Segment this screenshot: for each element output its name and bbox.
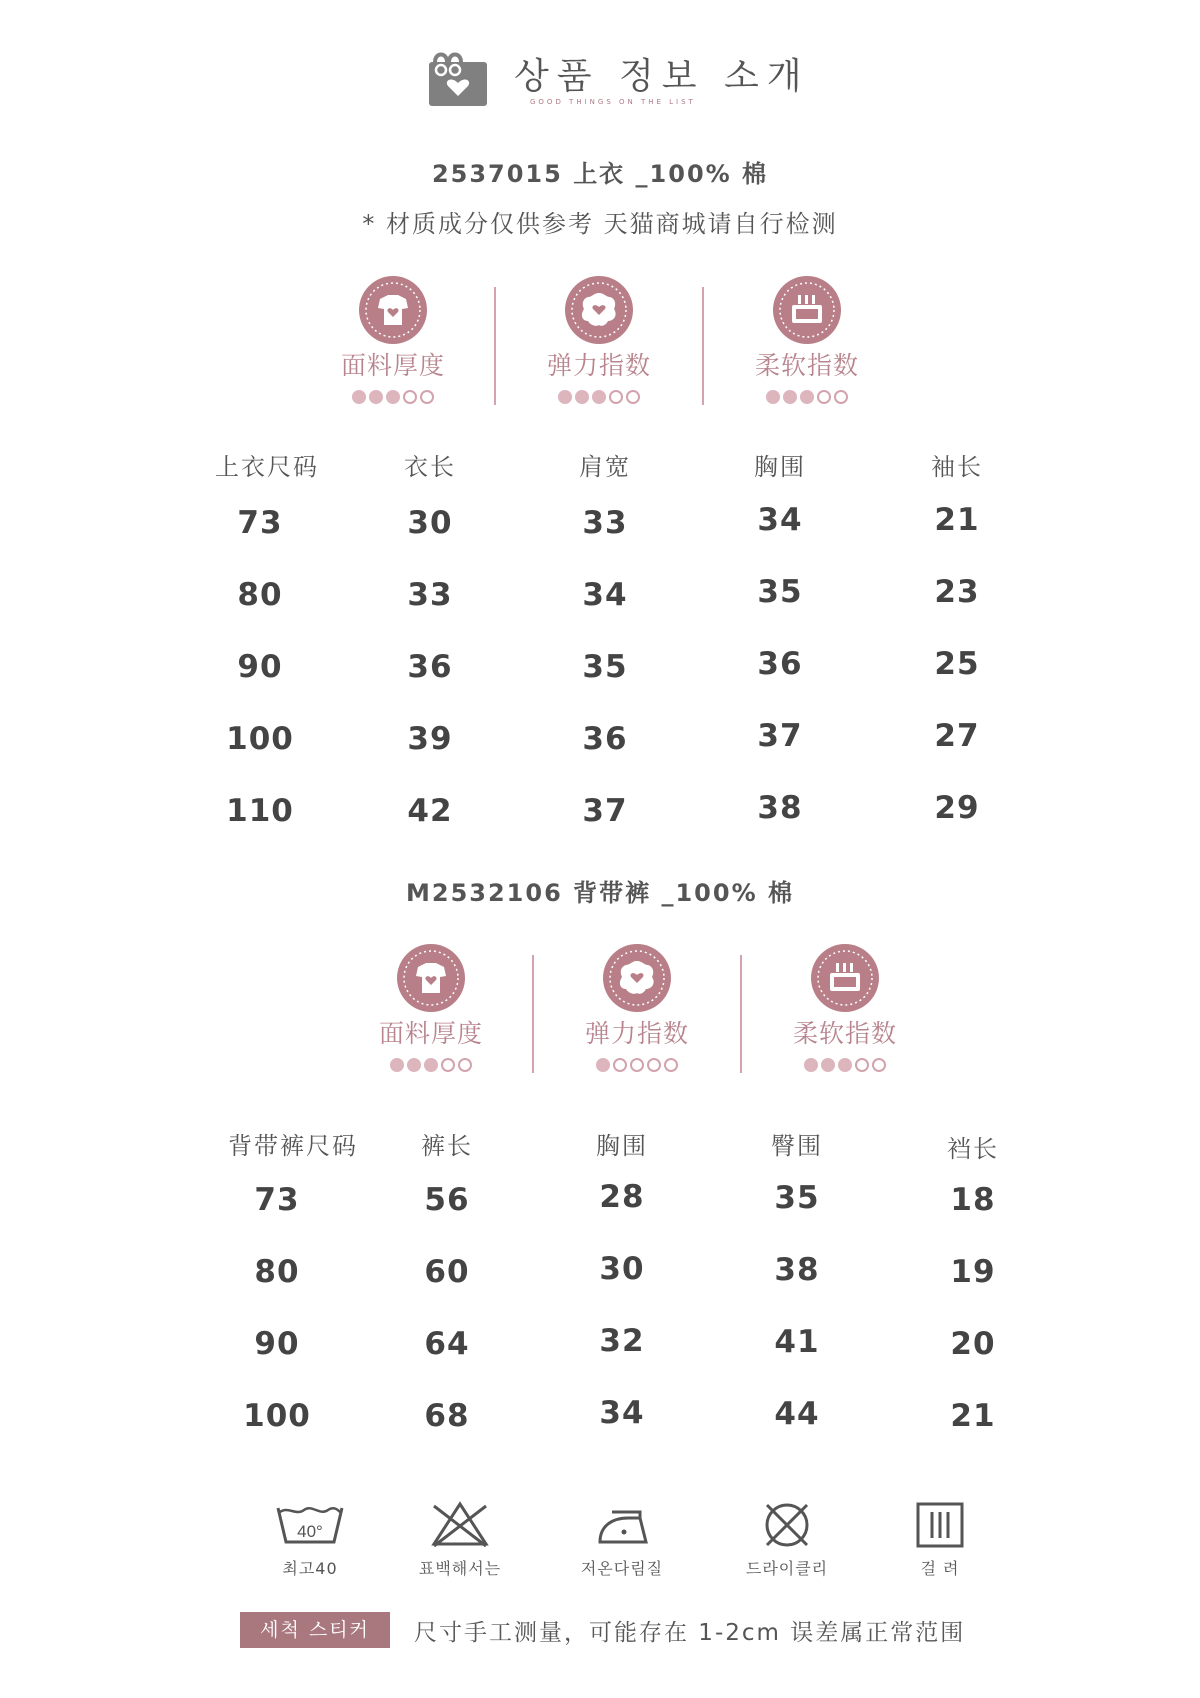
table-cell: 23: [934, 574, 980, 610]
indicator-label: 面料厚度: [378, 1019, 483, 1048]
rating-dot-empty: [817, 390, 831, 404]
table-cell: 20: [950, 1326, 996, 1362]
divider: [532, 955, 534, 1073]
table-header: 臀围: [771, 1132, 823, 1160]
rating-dot-filled: [558, 390, 572, 404]
cake-icon: [772, 275, 842, 345]
table-cell: 34: [582, 577, 628, 613]
no-dry-clean-icon: [747, 1500, 827, 1550]
care-item-wash: [245, 1500, 375, 1579]
indicator-label: 柔软指数: [792, 1019, 897, 1048]
indicator-label: 弹力指数: [584, 1019, 689, 1048]
wash-40-icon: [270, 1500, 350, 1550]
table-cell: 28: [599, 1179, 645, 1215]
table-cell: 80: [237, 577, 283, 613]
rating-dots: [770, 1058, 920, 1072]
rating-dot-filled: [800, 390, 814, 404]
rating-dot-filled: [592, 390, 606, 404]
rating-dot-filled: [838, 1058, 852, 1072]
care-item-iron: [557, 1500, 687, 1579]
rating-dot-empty: [647, 1058, 661, 1072]
indicator-label: 弹力指数: [546, 351, 651, 380]
table-header: 裆长: [947, 1135, 999, 1163]
divider: [740, 955, 742, 1073]
table-cell: 36: [582, 721, 628, 757]
table-cell: 38: [774, 1252, 820, 1288]
rating-dot-empty: [609, 390, 623, 404]
table-cell: 56: [424, 1182, 470, 1218]
rating-dot-empty: [420, 390, 434, 404]
rating-dots: [562, 1058, 712, 1072]
table-cell: 35: [582, 649, 628, 685]
table-cell: 30: [407, 505, 453, 541]
rating-dots: [318, 390, 468, 404]
rating-dot-filled: [766, 390, 780, 404]
rating-dot-empty: [403, 390, 417, 404]
rating-dot-empty: [458, 1058, 472, 1072]
table-cell: 44: [774, 1396, 820, 1432]
shirt-icon: [358, 275, 428, 345]
divider: [702, 287, 704, 405]
table-header: 裤长: [421, 1132, 473, 1160]
table-cell: 21: [934, 502, 980, 538]
table-cell: 27: [934, 718, 980, 754]
page-title: 상품 정보 소개: [514, 56, 810, 97]
rating-dot-empty: [613, 1058, 627, 1072]
table-cell: 36: [757, 646, 803, 682]
rating-dot-empty: [664, 1058, 678, 1072]
rating-dot-empty: [441, 1058, 455, 1072]
care-label: 저온다림질: [580, 1559, 664, 1578]
table-cell: 64: [424, 1326, 470, 1362]
heart-icon: [564, 275, 634, 345]
table-header: 衣长: [404, 453, 456, 481]
rating-dot-filled: [596, 1058, 610, 1072]
rating-dots: [732, 390, 882, 404]
top-indicator-elasticity: [524, 275, 674, 404]
cake-icon: [810, 943, 880, 1013]
wash-sticker-tag: 세척 스티커: [240, 1612, 390, 1648]
top-product-line: 2537015 上衣 _100% 棉: [431, 160, 769, 188]
rating-dot-filled: [390, 1058, 404, 1072]
table-cell: 90: [254, 1326, 300, 1362]
rating-dot-empty: [855, 1058, 869, 1072]
rating-dot-filled: [804, 1058, 818, 1072]
top-indicator-thickness: [318, 275, 468, 404]
iron-low-icon: [582, 1500, 662, 1550]
table-cell: 73: [237, 505, 283, 541]
heart-icon: [602, 943, 672, 1013]
table-header: 背带裤尺码: [228, 1132, 358, 1160]
top-indicator-softness: [732, 275, 882, 404]
rating-dots: [524, 390, 674, 404]
rating-dot-filled: [369, 390, 383, 404]
material-disclaimer: * 材质成分仅供参考 天猫商城请自行检测: [362, 210, 838, 238]
rating-dot-filled: [352, 390, 366, 404]
table-cell: 34: [599, 1395, 645, 1431]
table-cell: 30: [599, 1251, 645, 1287]
care-label: 드라이클리: [745, 1559, 829, 1578]
care-label: 최고40: [282, 1559, 338, 1578]
care-label: 걸 려: [920, 1559, 960, 1578]
table-cell: 38: [757, 790, 803, 826]
table-cell: 100: [243, 1398, 311, 1434]
no-bleach-icon: [420, 1500, 500, 1550]
table-cell: 37: [757, 718, 803, 754]
table-cell: 19: [950, 1254, 996, 1290]
divider: [494, 287, 496, 405]
bottom-indicator-elasticity: [562, 943, 712, 1072]
wash-temp-label: 40°: [297, 1522, 323, 1541]
indicator-label: 柔软指数: [754, 351, 859, 380]
table-cell: 73: [254, 1182, 300, 1218]
care-item-dryclean: [722, 1500, 852, 1579]
bottom-product-line: M2532106 背带裤 _100% 棉: [406, 879, 794, 907]
page-subtitle: GOOD THINGS ON THE LIST: [530, 98, 696, 106]
table-header: 袖长: [931, 453, 983, 481]
table-cell: 33: [407, 577, 453, 613]
table-cell: 110: [226, 793, 294, 829]
table-cell: 100: [226, 721, 294, 757]
care-item-hang: [875, 1500, 1005, 1579]
rating-dots: [356, 1058, 506, 1072]
rating-dot-filled: [821, 1058, 835, 1072]
rating-dot-empty: [630, 1058, 644, 1072]
table-cell: 39: [407, 721, 453, 757]
rating-dot-filled: [783, 390, 797, 404]
table-cell: 68: [424, 1398, 470, 1434]
hang-dry-icon: [900, 1500, 980, 1550]
table-cell: 18: [950, 1182, 996, 1218]
table-cell: 33: [582, 505, 628, 541]
brand-logo-icon: [427, 50, 489, 108]
table-cell: 90: [237, 649, 283, 685]
care-item-bleach: [395, 1500, 525, 1579]
table-cell: 34: [757, 502, 803, 538]
table-cell: 80: [254, 1254, 300, 1290]
table-cell: 35: [757, 574, 803, 610]
table-cell: 25: [934, 646, 980, 682]
rating-dot-filled: [424, 1058, 438, 1072]
rating-dot-empty: [626, 390, 640, 404]
rating-dot-empty: [834, 390, 848, 404]
table-header: 肩宽: [579, 453, 631, 481]
table-cell: 60: [424, 1254, 470, 1290]
table-cell: 21: [950, 1398, 996, 1434]
shirt-icon: [396, 943, 466, 1013]
table-cell: 36: [407, 649, 453, 685]
bottom-indicator-softness: [770, 943, 920, 1072]
rating-dot-filled: [407, 1058, 421, 1072]
indicator-label: 面料厚度: [340, 351, 445, 380]
measurement-note: 尺寸手工测量，可能存在 1-2cm 误差属正常范围: [414, 1620, 966, 1646]
bottom-indicator-thickness: [356, 943, 506, 1072]
table-cell: 37: [582, 793, 628, 829]
rating-dot-empty: [872, 1058, 886, 1072]
table-cell: 42: [407, 793, 453, 829]
table-cell: 35: [774, 1180, 820, 1216]
table-cell: 32: [599, 1323, 645, 1359]
table-cell: 29: [934, 790, 980, 826]
table-header: 胸围: [754, 453, 806, 481]
table-cell: 41: [774, 1324, 820, 1360]
rating-dot-filled: [386, 390, 400, 404]
care-label: 표백해서는: [418, 1559, 502, 1578]
table-header: 胸围: [596, 1132, 648, 1160]
rating-dot-filled: [575, 390, 589, 404]
table-header: 上衣尺码: [215, 453, 319, 481]
